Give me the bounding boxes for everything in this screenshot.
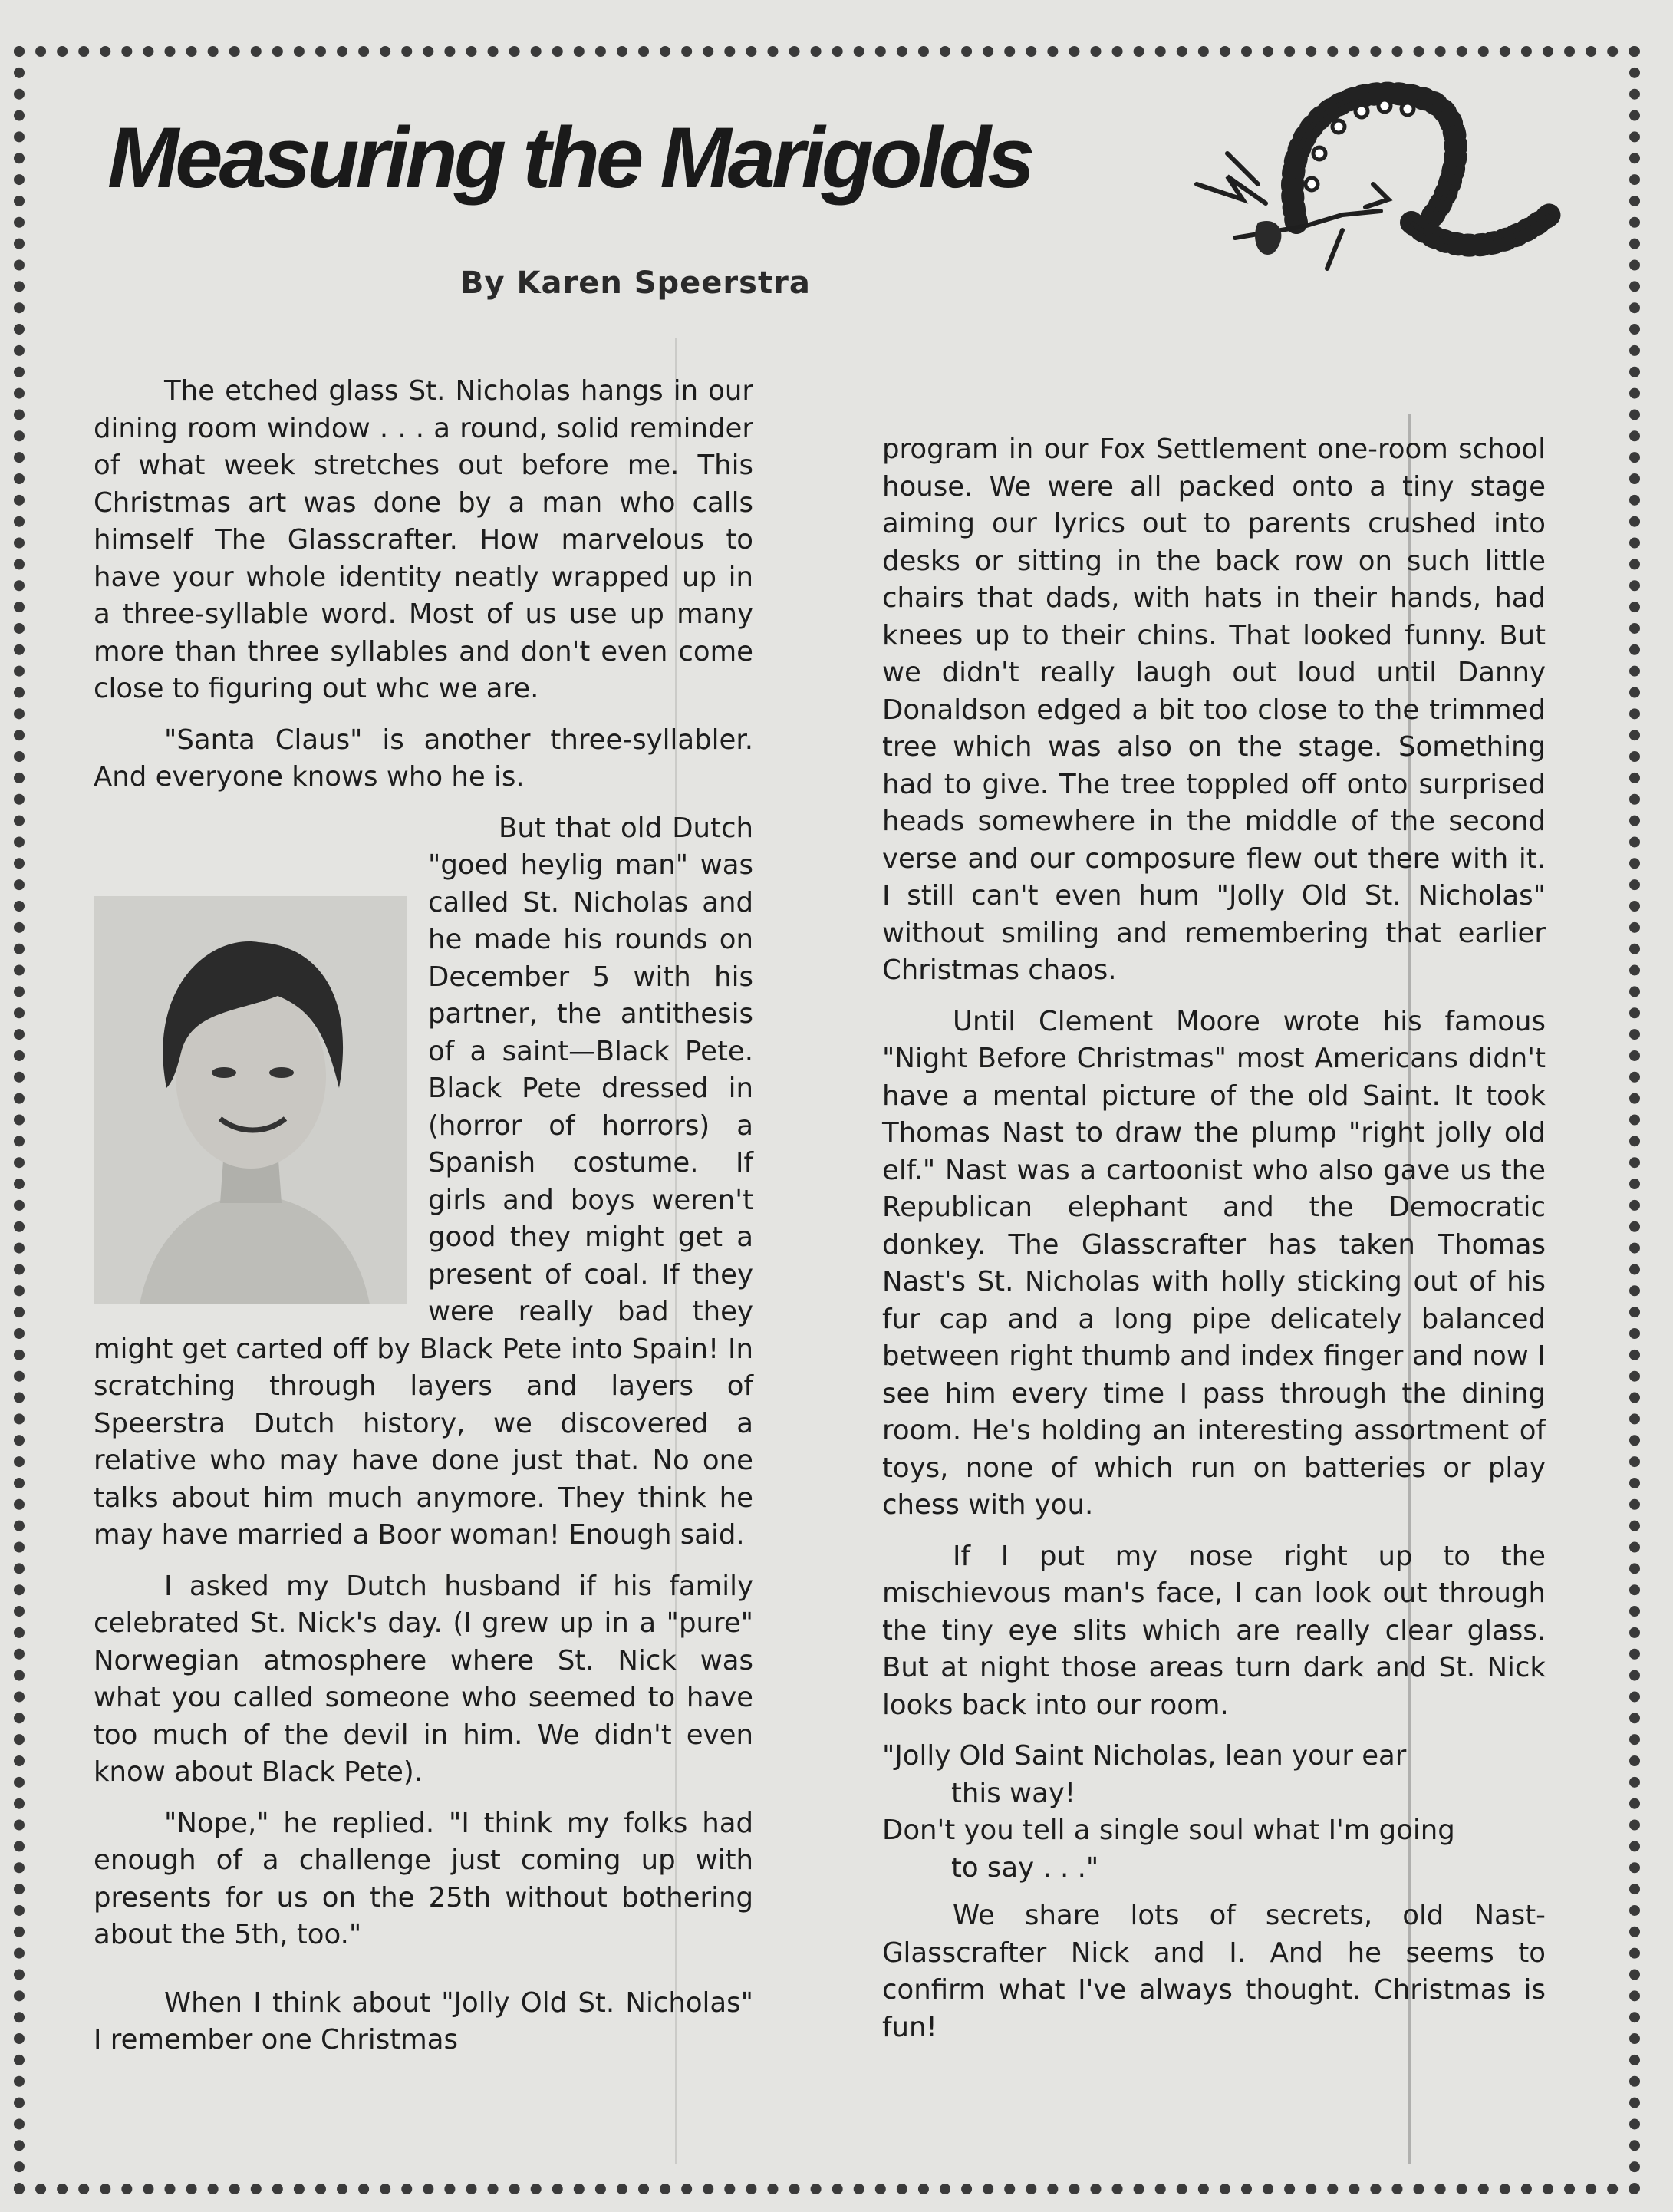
verse-line: "Jolly Old Saint Nicholas, lean your ear bbox=[882, 1740, 1407, 1772]
verse-line: to say . . ." bbox=[951, 1851, 1099, 1884]
paragraph: program in our Fox Settlement one-room school house. We were all packed onto a tiny stage aiming our lyrics out to parents crushed into desks or sitting in the back row on such little chairs that dads, with hats in their hands, had knees up to their chins. That looked funny. But we didn't really laugh out loud until Danny Donaldson edged a bit too close to the trimmed tree which was also on the stage. Something had to give. The tree toppled off onto surprised heads somewhere in the middle of the second verse and our composure flew out there with it. I still can't even hum "Jolly Old St. Nicholas" without smiling and remembering that earlier Christmas chaos. bbox=[882, 433, 1546, 986]
paragraph: If I put my nose right up to the mischievous man's face, I can look out through the tiny eye slits which are really clear glass. But at night those areas turn dark and St. Nick looks back into our room. bbox=[882, 1540, 1546, 1721]
author-photo bbox=[94, 896, 407, 1304]
paragraph: Until Clement Moore wrote his famous "Night Before Christmas" most Americans didn't have a mental picture of the old Saint. It took Thomas Nast to draw the plump "right jolly old elf." Nast was a cartoonist who also gave us the Republican elephant and the Democratic donkey. The Glasscrafter has taken Thomas Nast's St. Nicholas with holly sticking out of his fur cap and a long pipe delicately balanced between right thumb and index finger and now I see him every time I pass through the dining room. He's holding an interesting assortment of toys, none of which run on batteries or play chess with you. bbox=[882, 1005, 1546, 1521]
right-column bbox=[882, 431, 1546, 2060]
paragraph: The etched glass St. Nicholas hangs in our dining room window . . . a round, solid reminder of what week stretches out before me. This Christmas art was done by a man who calls himself The Glasscrafter. How marvelous to have your whole identity neatly wrapped up in a three-syllable word. Most of us use up many more than three syllables and don't even come close to figuring out whc we are. bbox=[94, 375, 753, 704]
paragraph: When I think about "Jolly Old St. Nicholas" I remember one Christmas bbox=[94, 1986, 753, 2055]
paragraph: But that old Dutch "goed heylig man" was called St. Nicholas and he made his rounds on December 5 with his partner, the antithesis of a saint—Black Pete. Black Pete dressed in (horror of horrors) a Spanish costume. If girls and boys weren't good they might get a present of coal. If they were really bad they might get carted off by Black Pete into Spain! In scratching through layers and layers of Speerstra Dutch history, we discovered a relative who may have done just that. No one talks about him much anymore. They think he may have married a Boor woman! Enough said. bbox=[94, 812, 753, 1551]
paragraph: "Santa Claus" is another three-syllabler. And everyone knows who he is. bbox=[94, 724, 753, 793]
verse-line: Don't you tell a single soul what I'm going bbox=[882, 1815, 1455, 1846]
holly-garland-illustration bbox=[1181, 69, 1580, 315]
left-column bbox=[94, 373, 753, 2073]
paragraph: "Nope," he replied. "I think my folks had enough of a challenge just coming up with presents for us on the 25th without bothering about the 5th, too." bbox=[94, 1807, 753, 1950]
paragraph: We share lots of secrets, old Nast-Glasscrafter Nick and I. And he seems to confirm what I've always thought. Christmas is fun! bbox=[882, 1900, 1546, 2043]
article-byline: By Karen Speerstra bbox=[460, 265, 811, 301]
paragraph: I asked my Dutch husband if his family celebrated St. Nick's day. (I grew up in a "pure" Norwegian atmosphere where St. Nick was what you called someone who seemed to have too much of the devil in him. We didn't even know about Black Pete). bbox=[94, 1570, 753, 1788]
song-verse bbox=[882, 1738, 1546, 1887]
article-title: Measuring the Marigolds bbox=[107, 110, 1032, 206]
verse-line: this way! bbox=[951, 1777, 1076, 1809]
